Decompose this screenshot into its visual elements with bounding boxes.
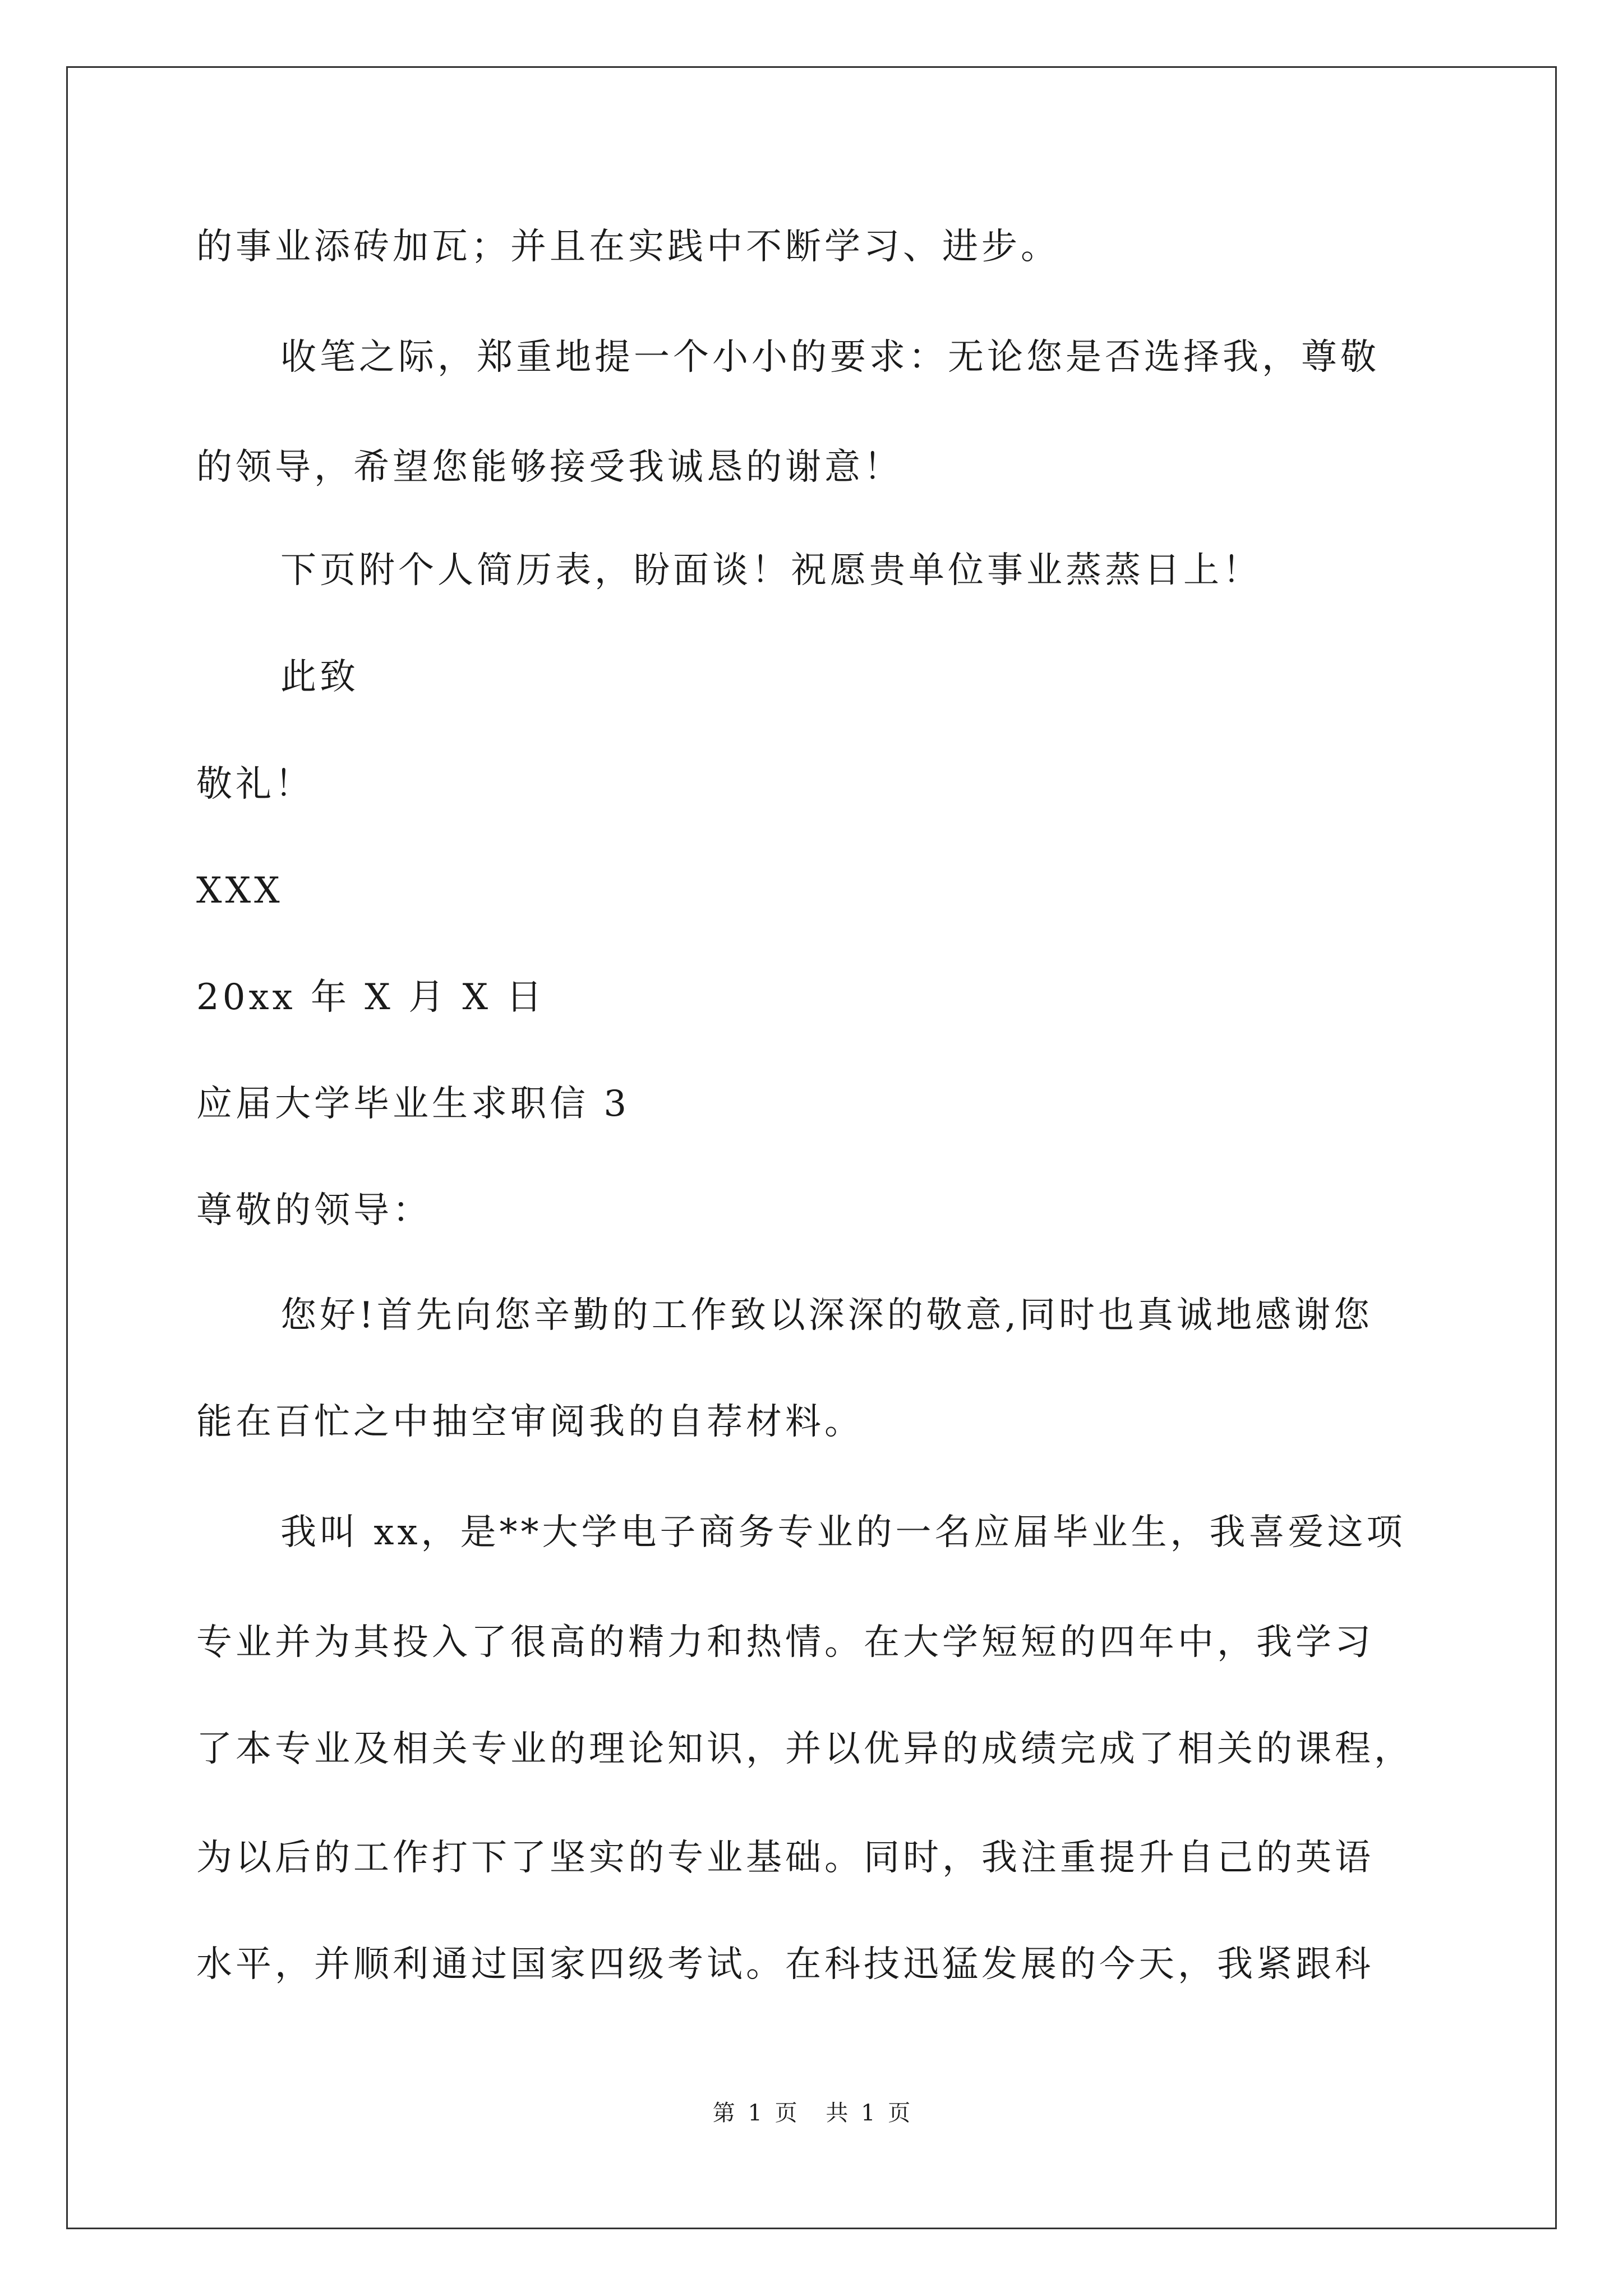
text-line: 的领导，希望您能够接受我诚恳的谢意！ bbox=[196, 447, 903, 488]
text-line: 您好!首先向您辛勤的工作致以深深的敬意,同时也真诚地感谢您 bbox=[280, 1295, 1373, 1336]
text-line: 能在百忙之中抽空审阅我的自荐材料。 bbox=[196, 1401, 864, 1443]
text-line: 收笔之际，郑重地提一个小小的要求：无论您是否选择我，尊敬 bbox=[280, 337, 1380, 378]
page-number-current: 第 1 页 bbox=[712, 2100, 797, 2126]
text-line: 为以后的工作打下了坚实的专业基础。同时，我注重提升自己的英语 bbox=[196, 1837, 1374, 1879]
section-title: 应届大学毕业生求职信 3 bbox=[196, 1083, 630, 1125]
text-line: 了本专业及相关专业的理论知识，并以优异的成绩完成了相关的课程， bbox=[196, 1728, 1413, 1770]
signature-name: XXX bbox=[196, 870, 283, 912]
page-footer bbox=[0, 2099, 1623, 2127]
text-line: 水平，并顺利通过国家四级考试。在科技迅猛发展的今天，我紧跟科 bbox=[196, 1944, 1374, 1985]
text-line: 我叫 xx，是**大学电子商务专业的一名应届毕业生，我喜爱这项 bbox=[280, 1512, 1406, 1553]
text-line: 的事业添砖加瓦；并且在实践中不断学习、进步。 bbox=[196, 226, 1060, 268]
text-line: 专业并为其投入了很高的精力和热情。在大学短短的四年中，我学习 bbox=[196, 1622, 1374, 1663]
page-number-total: 共 1 页 bbox=[826, 2100, 911, 2126]
closing-respect: 敬礼！ bbox=[196, 763, 314, 805]
page-border bbox=[66, 66, 1557, 2229]
signature-date: 20xx 年 X 月 X 日 bbox=[196, 977, 546, 1018]
closing-salutation: 此致 bbox=[280, 656, 359, 698]
greeting: 尊敬的领导： bbox=[196, 1190, 432, 1231]
text-line: 下页附个人简历表，盼面谈！祝愿贵单位事业蒸蒸日上！ bbox=[280, 550, 1262, 591]
